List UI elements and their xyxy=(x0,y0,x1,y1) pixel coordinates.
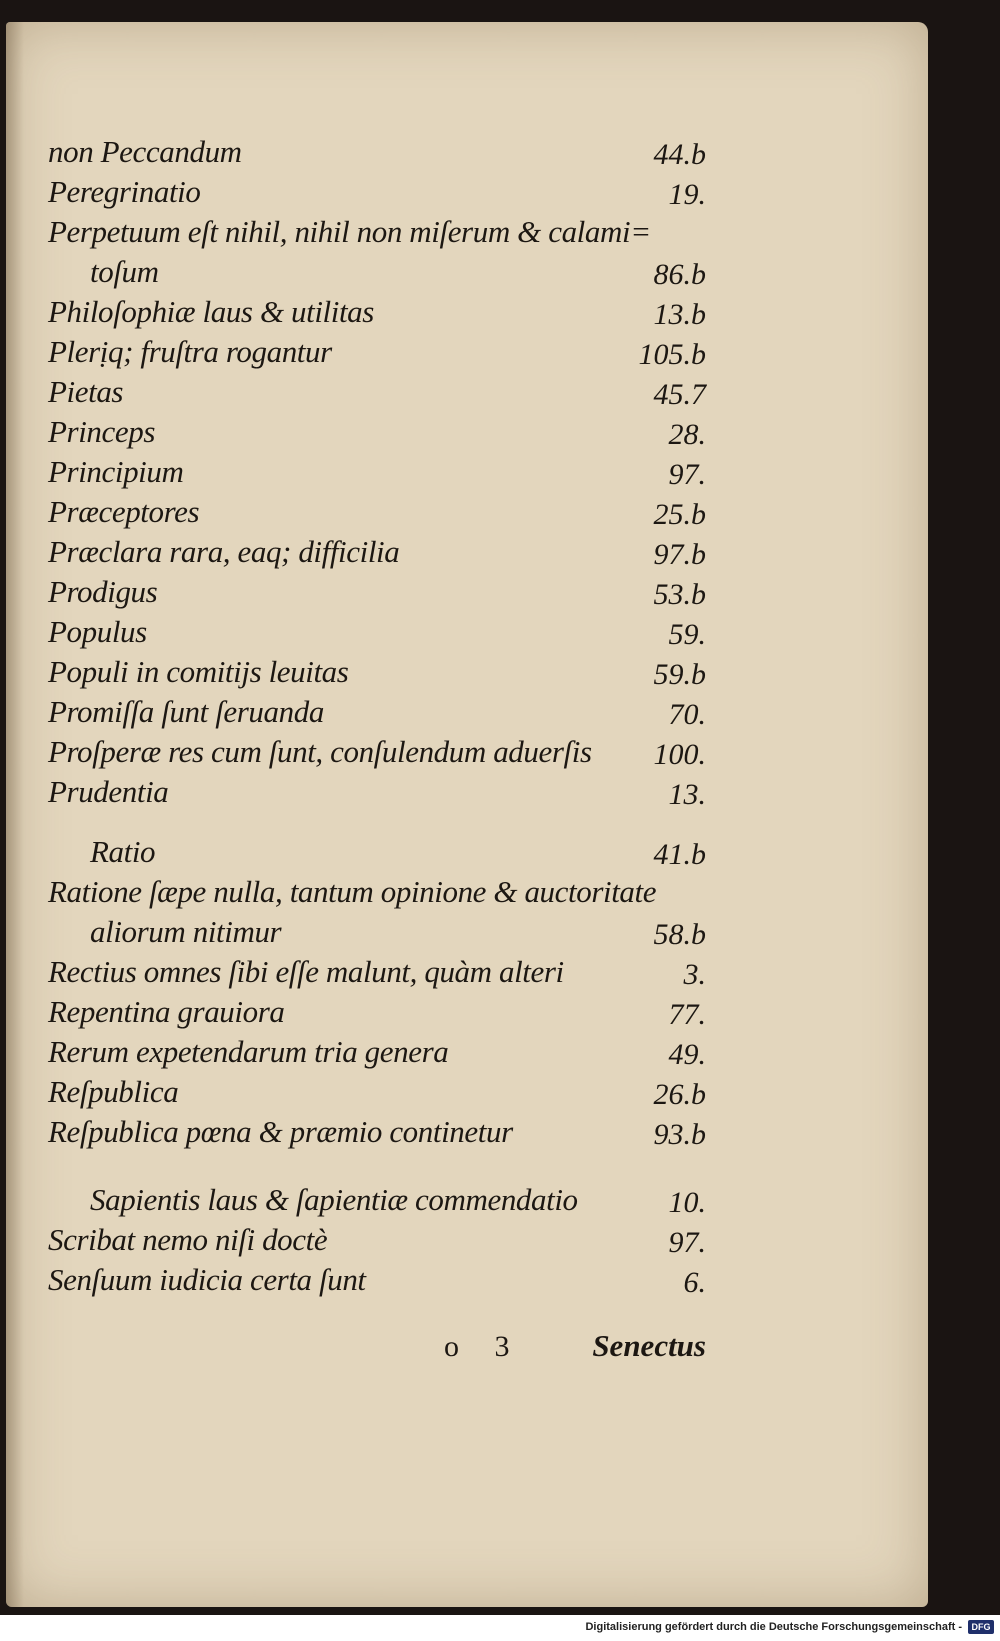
index-term: Rectius omnes ſibi eſſe malunt, quàm alteri xyxy=(48,954,564,989)
footer-credit: Digitalisierung gefördert durch die Deutsche Forschungsgemeinschaft - xyxy=(585,1621,962,1633)
page-reference: 100. xyxy=(653,738,706,771)
index-term: Proſperæ res cum ſunt, conſulendum aduerſis xyxy=(48,734,592,769)
footer-bar xyxy=(0,1615,1000,1641)
page-reference: 13.b xyxy=(653,298,706,331)
index-term: Pietas xyxy=(48,374,124,409)
index-entry xyxy=(6,834,928,878)
catchword: Senectus xyxy=(592,1328,706,1363)
page-reference: 10. xyxy=(668,1186,706,1219)
book-page xyxy=(6,22,928,1607)
index-term: Plerịq; fruſtra rogantur xyxy=(48,334,332,369)
page-reference: 97.b xyxy=(653,538,706,571)
page-reference: 19. xyxy=(668,178,706,211)
index-term: Sapientis laus & ſapientiæ commendatio xyxy=(90,1182,578,1217)
index-entry xyxy=(6,334,928,378)
index-entry xyxy=(6,994,928,1038)
index-term: Populus xyxy=(48,614,147,649)
index-entry xyxy=(6,1114,928,1158)
index-term: Ratione ſæpe nulla, tantum opinione & auctoritate xyxy=(48,874,657,909)
page-reference: 53.b xyxy=(653,578,706,611)
page-reference: 97. xyxy=(668,1226,706,1259)
index-entry xyxy=(6,374,928,418)
index-term: Reſpublica xyxy=(48,1074,179,1109)
page-reference: 77. xyxy=(668,998,706,1031)
index-term: Senſuum iudicia certa ſunt xyxy=(48,1262,366,1297)
index-term: Promiſſa ſunt ſeruanda xyxy=(48,694,324,729)
page-reference: 86.b xyxy=(653,258,706,291)
index-entry xyxy=(6,574,928,618)
page-reference: 59.b xyxy=(653,658,706,691)
index-entry xyxy=(6,214,928,258)
page-reference: 70. xyxy=(668,698,706,731)
page-reference: 28. xyxy=(668,418,706,451)
page-reference: 93.b xyxy=(653,1118,706,1151)
index-term: Philoſophiæ laus & utilitas xyxy=(48,294,374,329)
index-entry xyxy=(6,1034,928,1078)
index-entry xyxy=(6,414,928,458)
index-entry xyxy=(6,1074,928,1118)
index-entry xyxy=(6,914,928,958)
page-reference: 105.b xyxy=(638,338,706,371)
index-entry xyxy=(6,294,928,338)
index-entry xyxy=(6,1262,928,1306)
index-term: toſum xyxy=(90,254,159,289)
index-entry xyxy=(6,494,928,538)
page-reference: 49. xyxy=(668,1038,706,1071)
index-entry xyxy=(6,254,928,298)
index-entry xyxy=(6,694,928,738)
page-reference: 6. xyxy=(683,1266,706,1299)
page-reference: 26.b xyxy=(653,1078,706,1111)
index-term: Peregrinatio xyxy=(48,174,201,209)
index-list xyxy=(6,22,928,1607)
index-entry xyxy=(6,454,928,498)
index-entry xyxy=(6,874,928,918)
index-term: Reſpublica pœna & præmio continetur xyxy=(48,1114,513,1149)
index-term: Rerum expetendarum tria genera xyxy=(48,1034,449,1069)
dfg-logo: DFG xyxy=(968,1620,994,1634)
page-reference: 41.b xyxy=(653,838,706,871)
page-reference: 97. xyxy=(668,458,706,491)
index-entry xyxy=(6,134,928,178)
index-entry xyxy=(6,774,928,818)
signature-mark: o 3 xyxy=(444,1330,524,1363)
index-term: Perpetuum eſt nihil, nihil non miſerum & calami= xyxy=(48,214,651,249)
index-term: Præclara rara, eaq; difficilia xyxy=(48,534,400,569)
page-reference: 59. xyxy=(668,618,706,651)
page-reference: 45.7 xyxy=(653,378,706,411)
index-term: aliorum nitimur xyxy=(90,914,282,949)
page-reference: 25.b xyxy=(653,498,706,531)
page-reference: 13. xyxy=(668,778,706,811)
index-entry xyxy=(6,734,928,778)
index-entry xyxy=(6,654,928,698)
index-term: Scribat nemo niſi doctè xyxy=(48,1222,328,1257)
index-term: Repentina grauiora xyxy=(48,994,285,1029)
index-entry xyxy=(6,614,928,658)
index-term: Prudentia xyxy=(48,774,169,809)
index-term: Ratio xyxy=(90,834,156,869)
index-entry xyxy=(6,174,928,218)
index-term: Populi in comitijs leuitas xyxy=(48,654,349,689)
index-entry xyxy=(6,1182,928,1226)
index-term: Princeps xyxy=(48,414,155,449)
index-term: Principium xyxy=(48,454,184,489)
page-reference: 58.b xyxy=(653,918,706,951)
page-reference: 44.b xyxy=(653,138,706,171)
page-reference: 3. xyxy=(683,958,706,991)
index-term: non Peccandum xyxy=(48,134,242,169)
index-entry xyxy=(6,1222,928,1266)
index-term: Prodigus xyxy=(48,574,158,609)
index-entry xyxy=(6,954,928,998)
index-entry xyxy=(6,534,928,578)
index-term: Præceptores xyxy=(48,494,200,529)
